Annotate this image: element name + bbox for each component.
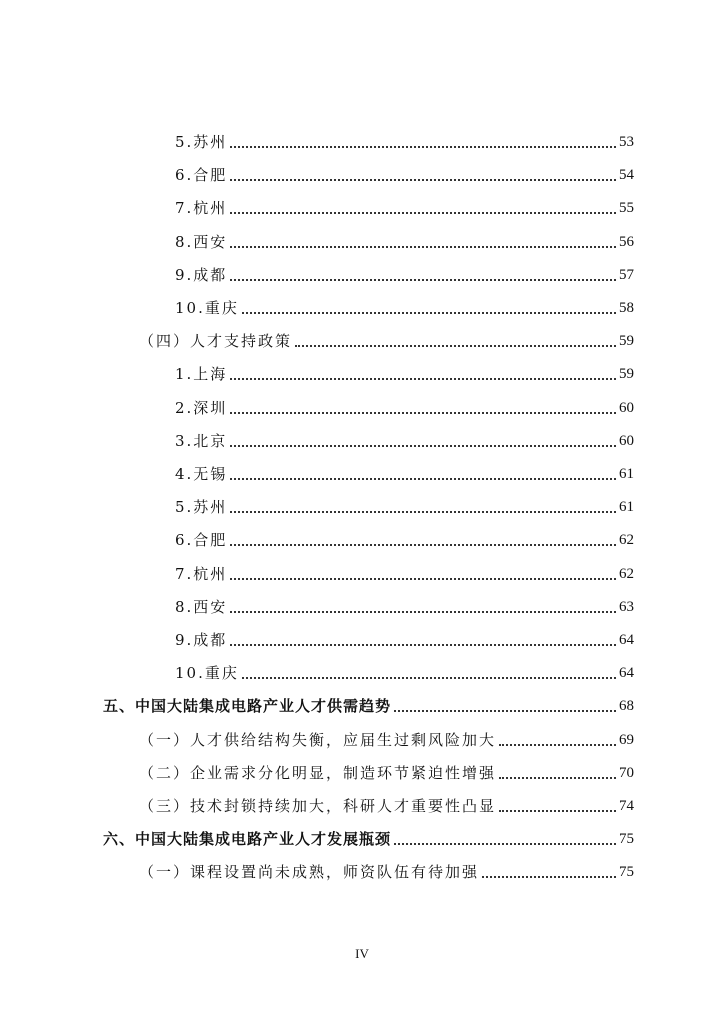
toc-entry[interactable] [175,128,634,152]
toc-entry[interactable] [175,194,634,218]
toc-entry-label: 3.北京 [175,432,228,450]
toc-entry[interactable] [103,825,634,849]
toc-entry[interactable] [175,626,634,650]
toc-entry[interactable] [139,792,634,816]
toc-entry-label: （四）人才支持政策 [139,332,293,350]
toc-entry[interactable] [175,659,634,683]
toc-entry-label: 9.成都 [175,266,228,284]
toc-entry[interactable] [139,759,634,783]
toc-entry[interactable] [139,327,634,351]
toc-entry-page: 62 [619,566,634,582]
toc-entry-page: 53 [619,134,634,150]
page-number: IV [355,946,369,961]
toc-entry-label: （三）技术封锁持续加大，科研人才重要性凸显 [139,797,497,815]
toc-entry-page: 60 [619,433,634,449]
toc-entry[interactable] [175,427,634,451]
dot-leader [230,445,616,447]
dot-leader [230,611,616,613]
dot-leader [230,478,616,480]
toc-entry-page: 68 [619,698,634,714]
dot-leader [242,312,616,314]
toc-entry-label: 5.苏州 [175,498,228,516]
toc-entry-label: （二）企业需求分化明显，制造环节紧迫性增强 [139,764,497,782]
dot-leader [242,677,616,679]
toc-entry-label: 8.西安 [175,233,228,251]
dot-leader [499,777,616,779]
toc-entry-label: 9.成都 [175,631,228,649]
toc-entry[interactable] [175,460,634,484]
dot-leader [230,146,616,148]
toc-entry-label: 7.杭州 [175,199,228,217]
toc-entry-label: （一）课程设置尚未成熟，师资队伍有待加强 [139,863,480,881]
toc-entry-page: 61 [619,499,634,515]
toc-entry-label: 五、中国大陆集成电路产业人才供需趋势 [103,697,392,715]
toc-entry-label: 8.西安 [175,598,228,616]
toc-entry[interactable] [175,360,634,384]
dot-leader [230,279,616,281]
dot-leader [230,246,616,248]
dot-leader [230,412,616,414]
toc-entry-label: 6.合肥 [175,531,228,549]
toc-entry-label: 5.苏州 [175,133,228,151]
toc-entry-page: 69 [619,732,634,748]
toc-entry[interactable] [175,294,634,318]
toc-entry-label: 7.杭州 [175,565,228,583]
toc-entry-page: 70 [619,765,634,781]
toc-entry[interactable] [175,493,634,517]
toc-entry[interactable] [103,692,634,716]
toc-entry-label: 4.无锡 [175,465,228,483]
toc-entry[interactable] [139,726,634,750]
toc-entry-page: 75 [619,831,634,847]
dot-leader [230,212,616,214]
toc-entry-label: 10.重庆 [175,299,239,317]
toc-entry[interactable] [175,261,634,285]
toc-entry-page: 58 [619,300,634,316]
toc-entry-label: 1.上海 [175,365,228,383]
dot-leader [230,578,616,580]
toc-entry-page: 60 [619,400,634,416]
toc-entry[interactable] [175,593,634,617]
toc-entry-page: 62 [619,532,634,548]
toc-entry-label: （一）人才供给结构失衡，应届生过剩风险加大 [139,731,497,749]
toc-entry[interactable] [139,858,634,882]
toc-entry[interactable] [175,560,634,584]
toc-entry-page: 59 [619,366,634,382]
dot-leader [230,378,616,380]
toc-entry-page: 56 [619,234,634,250]
toc-entry-label: 10.重庆 [175,664,239,682]
dot-leader [394,710,616,712]
dot-leader [230,179,616,181]
toc-entry-page: 59 [619,333,634,349]
toc-entry-page: 61 [619,466,634,482]
dot-leader [230,644,616,646]
toc-entry-page: 55 [619,200,634,216]
dot-leader [499,744,616,746]
dot-leader [230,511,616,513]
toc-entry[interactable] [175,526,634,550]
toc-entry-page: 57 [619,267,634,283]
toc-entry-page: 64 [619,665,634,681]
toc-entry[interactable] [175,161,634,185]
toc-entry-label: 2.深圳 [175,399,228,417]
toc-entry-page: 64 [619,632,634,648]
toc-entry-page: 63 [619,599,634,615]
toc-entry-label: 6.合肥 [175,166,228,184]
dot-leader [499,810,616,812]
toc-entry-label: 六、中国大陆集成电路产业人才发展瓶颈 [103,830,392,848]
dot-leader [230,544,616,546]
toc-entry-page: 74 [619,798,634,814]
dot-leader [394,843,616,845]
toc-entry-page: 54 [619,167,634,183]
toc-entry[interactable] [175,394,634,418]
toc-entry-page: 75 [619,864,634,880]
dot-leader [295,345,616,347]
dot-leader [482,876,616,878]
toc-entry[interactable] [175,228,634,252]
